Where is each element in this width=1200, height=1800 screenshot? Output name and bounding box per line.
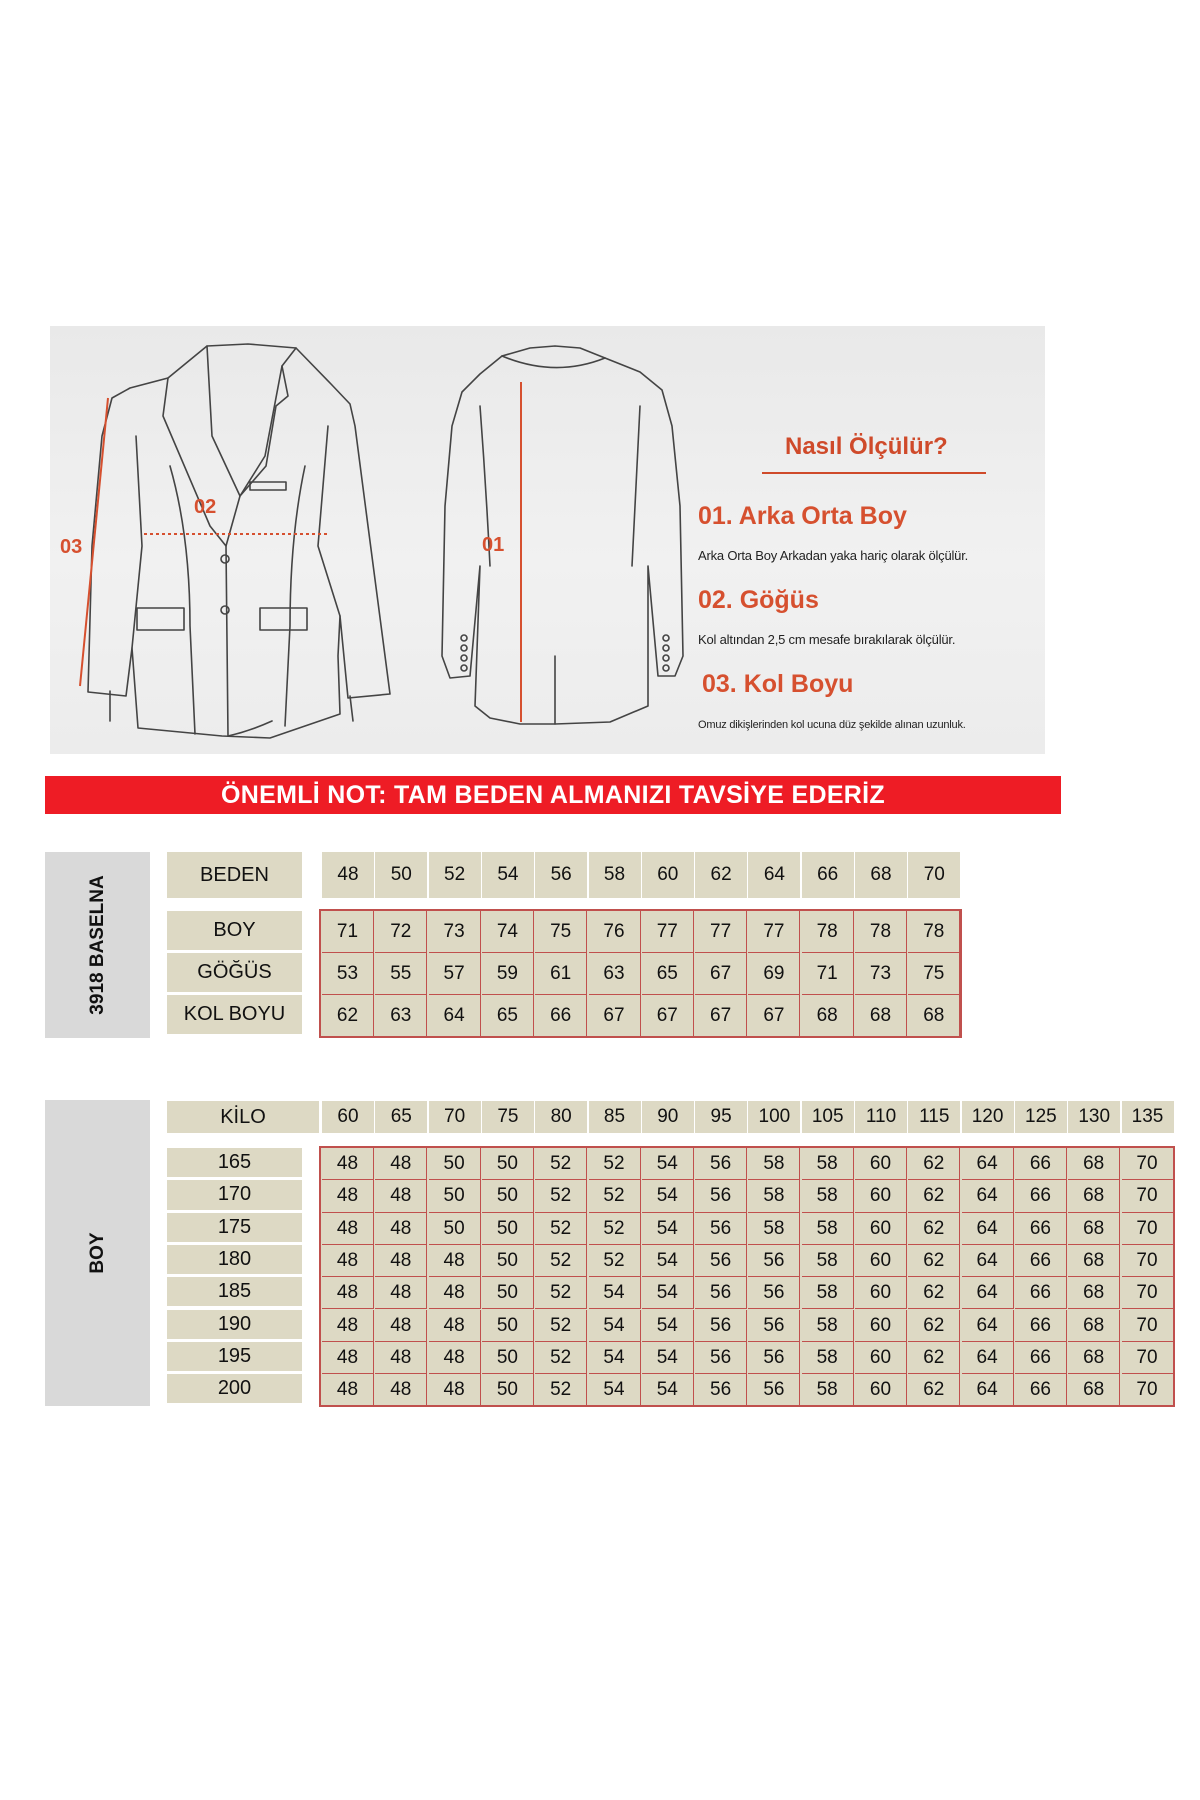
size-value-cell: 78 bbox=[908, 911, 960, 953]
weight-value-cell: 56 bbox=[748, 1310, 800, 1342]
weight-value-cell: 62 bbox=[908, 1310, 960, 1342]
weight-header-cell: 85 bbox=[589, 1101, 641, 1133]
weight-value-cell: 56 bbox=[695, 1213, 747, 1245]
weight-value-cell: 60 bbox=[855, 1148, 907, 1180]
weight-value-cell: 56 bbox=[695, 1310, 747, 1342]
weight-value-cell: 62 bbox=[908, 1342, 960, 1374]
size-header-cell: 52 bbox=[429, 852, 481, 898]
weight-value-cell: 60 bbox=[855, 1213, 907, 1245]
weight-value-cell: 56 bbox=[695, 1245, 747, 1277]
weight-header-cell: 125 bbox=[1015, 1101, 1067, 1133]
weight-value-cell: 50 bbox=[482, 1310, 534, 1342]
weight-value-cell: 62 bbox=[908, 1374, 960, 1406]
size-header-label: BEDEN bbox=[167, 852, 302, 898]
weight-value-cell: 52 bbox=[589, 1213, 641, 1245]
weight-row-label: 170 bbox=[167, 1180, 302, 1209]
weight-header-cell: 100 bbox=[748, 1101, 800, 1133]
weight-value-cell: 58 bbox=[802, 1213, 854, 1245]
weight-row-label: 175 bbox=[167, 1213, 302, 1242]
weight-value-cell: 68 bbox=[1068, 1148, 1120, 1180]
weight-value-cell: 48 bbox=[375, 1310, 427, 1342]
measure-label-03: 03 bbox=[60, 536, 83, 558]
size-table-side-label: 3918 BASELNA bbox=[86, 875, 108, 1015]
important-note-banner: ÖNEMLİ NOT: TAM BEDEN ALMANIZI TAVSİYE EDERİZ bbox=[45, 776, 1061, 814]
weight-value-cell: 62 bbox=[908, 1245, 960, 1277]
weight-header-cell: 105 bbox=[802, 1101, 854, 1133]
weight-value-cell: 56 bbox=[695, 1277, 747, 1309]
weight-value-cell: 56 bbox=[695, 1374, 747, 1406]
weight-value-cell: 64 bbox=[962, 1213, 1014, 1245]
size-value-cell: 68 bbox=[855, 995, 907, 1037]
size-header-cell: 54 bbox=[482, 852, 534, 898]
weight-value-cell: 54 bbox=[642, 1148, 694, 1180]
weight-value-cell: 52 bbox=[589, 1148, 641, 1180]
size-header-cell: 58 bbox=[589, 852, 641, 898]
size-header-cell: 66 bbox=[802, 852, 854, 898]
size-row-label: GÖĞÜS bbox=[167, 953, 302, 992]
size-header-cell: 50 bbox=[375, 852, 427, 898]
weight-value-cell: 48 bbox=[322, 1245, 374, 1277]
weight-value-cell: 52 bbox=[535, 1213, 587, 1245]
size-value-cell: 62 bbox=[322, 995, 374, 1037]
size-value-cell: 57 bbox=[429, 953, 481, 995]
size-value-cell: 53 bbox=[322, 953, 374, 995]
weight-value-cell: 60 bbox=[855, 1374, 907, 1406]
weight-value-cell: 58 bbox=[802, 1310, 854, 1342]
weight-value-cell: 52 bbox=[535, 1374, 587, 1406]
weight-row-label: 195 bbox=[167, 1342, 302, 1371]
size-value-cell: 77 bbox=[695, 911, 747, 953]
measure-label-01: 01 bbox=[482, 534, 505, 556]
weight-value-cell: 70 bbox=[1122, 1310, 1174, 1342]
weight-header-cell: 65 bbox=[375, 1101, 427, 1133]
weight-value-cell: 48 bbox=[375, 1180, 427, 1212]
weight-table-side-label: BOY bbox=[86, 1232, 108, 1274]
weight-value-cell: 48 bbox=[429, 1342, 481, 1374]
weight-value-cell: 48 bbox=[375, 1277, 427, 1309]
weight-value-cell: 56 bbox=[748, 1374, 800, 1406]
weight-value-cell: 66 bbox=[1015, 1277, 1067, 1309]
weight-value-cell: 52 bbox=[589, 1180, 641, 1212]
weight-value-cell: 48 bbox=[322, 1148, 374, 1180]
weight-value-cell: 58 bbox=[802, 1277, 854, 1309]
weight-value-cell: 58 bbox=[802, 1374, 854, 1406]
weight-value-cell: 50 bbox=[482, 1245, 534, 1277]
size-value-cell: 68 bbox=[908, 995, 960, 1037]
weight-header-cell: 95 bbox=[695, 1101, 747, 1133]
weight-header-cell: 135 bbox=[1122, 1101, 1174, 1133]
weight-header-cell: 70 bbox=[429, 1101, 481, 1133]
size-value-cell: 67 bbox=[695, 953, 747, 995]
weight-value-cell: 58 bbox=[748, 1148, 800, 1180]
weight-value-cell: 64 bbox=[962, 1180, 1014, 1212]
weight-value-cell: 68 bbox=[1068, 1310, 1120, 1342]
weight-value-cell: 68 bbox=[1068, 1245, 1120, 1277]
size-value-cell: 73 bbox=[429, 911, 481, 953]
weight-value-cell: 54 bbox=[589, 1277, 641, 1309]
step-2-desc: Kol altından 2,5 cm mesafe bırakılarak ölçülür. bbox=[698, 632, 956, 647]
weight-value-cell: 66 bbox=[1015, 1245, 1067, 1277]
weight-header-cell: 80 bbox=[535, 1101, 587, 1133]
size-header-cell: 60 bbox=[642, 852, 694, 898]
weight-header-label: KİLO bbox=[167, 1101, 319, 1133]
weight-value-cell: 66 bbox=[1015, 1213, 1067, 1245]
size-header-cell: 48 bbox=[322, 852, 374, 898]
title-underline bbox=[762, 472, 986, 474]
size-header-cell: 56 bbox=[535, 852, 587, 898]
weight-value-cell: 56 bbox=[748, 1342, 800, 1374]
weight-value-cell: 48 bbox=[375, 1374, 427, 1406]
weight-row-label: 185 bbox=[167, 1277, 302, 1306]
size-value-cell: 71 bbox=[802, 953, 854, 995]
weight-value-cell: 66 bbox=[1015, 1310, 1067, 1342]
weight-value-cell: 54 bbox=[589, 1374, 641, 1406]
weight-value-cell: 70 bbox=[1122, 1342, 1174, 1374]
how-to-measure-title: Nasıl Ölçülür? bbox=[785, 433, 948, 460]
weight-value-cell: 48 bbox=[322, 1374, 374, 1406]
size-value-cell: 78 bbox=[855, 911, 907, 953]
weight-value-cell: 68 bbox=[1068, 1277, 1120, 1309]
weight-value-cell: 68 bbox=[1068, 1180, 1120, 1212]
size-header-cell: 70 bbox=[908, 852, 960, 898]
weight-value-cell: 48 bbox=[429, 1310, 481, 1342]
weight-value-cell: 58 bbox=[802, 1342, 854, 1374]
weight-value-cell: 52 bbox=[535, 1310, 587, 1342]
size-value-cell: 71 bbox=[322, 911, 374, 953]
size-header-cell: 68 bbox=[855, 852, 907, 898]
step-2-title: 02. Göğüs bbox=[698, 586, 819, 614]
step-1-desc: Arka Orta Boy Arkadan yaka hariç olarak ölçülür. bbox=[698, 548, 969, 563]
weight-value-cell: 50 bbox=[482, 1180, 534, 1212]
weight-value-cell: 48 bbox=[375, 1213, 427, 1245]
weight-value-cell: 52 bbox=[535, 1180, 587, 1212]
weight-value-cell: 70 bbox=[1122, 1277, 1174, 1309]
weight-value-cell: 68 bbox=[1068, 1213, 1120, 1245]
weight-value-cell: 50 bbox=[482, 1213, 534, 1245]
weight-value-cell: 66 bbox=[1015, 1374, 1067, 1406]
weight-value-cell: 54 bbox=[589, 1342, 641, 1374]
weight-value-cell: 70 bbox=[1122, 1148, 1174, 1180]
weight-value-cell: 58 bbox=[802, 1180, 854, 1212]
weight-value-cell: 48 bbox=[322, 1180, 374, 1212]
weight-value-cell: 54 bbox=[642, 1213, 694, 1245]
weight-value-cell: 66 bbox=[1015, 1180, 1067, 1212]
weight-value-cell: 48 bbox=[322, 1310, 374, 1342]
weight-value-cell: 58 bbox=[802, 1148, 854, 1180]
weight-value-cell: 56 bbox=[695, 1148, 747, 1180]
weight-value-cell: 50 bbox=[429, 1213, 481, 1245]
weight-value-cell: 52 bbox=[535, 1245, 587, 1277]
weight-value-cell: 60 bbox=[855, 1245, 907, 1277]
weight-value-cell: 54 bbox=[589, 1310, 641, 1342]
size-value-cell: 61 bbox=[535, 953, 587, 995]
weight-value-cell: 66 bbox=[1015, 1342, 1067, 1374]
weight-value-cell: 64 bbox=[962, 1374, 1014, 1406]
weight-value-cell: 68 bbox=[1068, 1342, 1120, 1374]
weight-row-label: 180 bbox=[167, 1245, 302, 1274]
weight-value-cell: 56 bbox=[748, 1245, 800, 1277]
weight-value-cell: 70 bbox=[1122, 1374, 1174, 1406]
size-value-cell: 68 bbox=[802, 995, 854, 1037]
weight-value-cell: 52 bbox=[589, 1245, 641, 1277]
weight-value-cell: 64 bbox=[962, 1245, 1014, 1277]
size-value-cell: 75 bbox=[908, 953, 960, 995]
step-3-desc: Omuz dikişlerinden kol ucuna düz şekilde alınan uzunluk. bbox=[698, 719, 966, 731]
weight-value-cell: 50 bbox=[482, 1342, 534, 1374]
size-value-cell: 77 bbox=[642, 911, 694, 953]
weight-header-cell: 90 bbox=[642, 1101, 694, 1133]
weight-header-cell: 75 bbox=[482, 1101, 534, 1133]
size-value-cell: 76 bbox=[589, 911, 641, 953]
size-value-cell: 78 bbox=[802, 911, 854, 953]
size-header-cell: 62 bbox=[695, 852, 747, 898]
measurement-diagram-panel bbox=[50, 326, 1045, 754]
size-value-cell: 63 bbox=[375, 995, 427, 1037]
weight-value-cell: 50 bbox=[482, 1148, 534, 1180]
size-value-cell: 73 bbox=[855, 953, 907, 995]
weight-value-cell: 64 bbox=[962, 1342, 1014, 1374]
size-row-label: BOY bbox=[167, 911, 302, 950]
step-3-title: 03. Kol Boyu bbox=[702, 670, 854, 698]
size-value-cell: 74 bbox=[482, 911, 534, 953]
weight-value-cell: 54 bbox=[642, 1245, 694, 1277]
weight-header-cell: 115 bbox=[908, 1101, 960, 1133]
weight-value-cell: 54 bbox=[642, 1342, 694, 1374]
size-value-cell: 67 bbox=[748, 995, 800, 1037]
size-value-cell: 64 bbox=[429, 995, 481, 1037]
weight-value-cell: 52 bbox=[535, 1148, 587, 1180]
weight-value-cell: 58 bbox=[748, 1180, 800, 1212]
weight-value-cell: 52 bbox=[535, 1277, 587, 1309]
weight-value-cell: 70 bbox=[1122, 1180, 1174, 1212]
size-row-label: KOL BOYU bbox=[167, 995, 302, 1034]
weight-table-side-header bbox=[45, 1100, 150, 1406]
size-value-cell: 67 bbox=[642, 995, 694, 1037]
weight-value-cell: 62 bbox=[908, 1148, 960, 1180]
size-value-cell: 59 bbox=[482, 953, 534, 995]
weight-value-cell: 56 bbox=[695, 1180, 747, 1212]
weight-value-cell: 48 bbox=[429, 1277, 481, 1309]
size-value-cell: 55 bbox=[375, 953, 427, 995]
weight-value-cell: 50 bbox=[482, 1374, 534, 1406]
weight-value-cell: 66 bbox=[1015, 1148, 1067, 1180]
weight-value-cell: 48 bbox=[322, 1213, 374, 1245]
weight-value-cell: 54 bbox=[642, 1374, 694, 1406]
size-value-cell: 67 bbox=[695, 995, 747, 1037]
weight-value-cell: 50 bbox=[429, 1148, 481, 1180]
size-value-cell: 75 bbox=[535, 911, 587, 953]
weight-value-cell: 48 bbox=[322, 1277, 374, 1309]
jacket-illustration bbox=[50, 326, 1045, 754]
weight-value-cell: 60 bbox=[855, 1180, 907, 1212]
weight-value-cell: 70 bbox=[1122, 1213, 1174, 1245]
size-table-side-header bbox=[45, 852, 150, 1038]
weight-row-label: 190 bbox=[167, 1310, 302, 1339]
size-value-cell: 65 bbox=[642, 953, 694, 995]
weight-value-cell: 60 bbox=[855, 1310, 907, 1342]
weight-value-cell: 48 bbox=[429, 1374, 481, 1406]
weight-value-cell: 64 bbox=[962, 1148, 1014, 1180]
measure-label-02: 02 bbox=[194, 496, 217, 518]
size-value-cell: 65 bbox=[482, 995, 534, 1037]
weight-value-cell: 68 bbox=[1068, 1374, 1120, 1406]
weight-value-cell: 48 bbox=[375, 1245, 427, 1277]
size-value-cell: 77 bbox=[748, 911, 800, 953]
weight-value-cell: 62 bbox=[908, 1213, 960, 1245]
weight-value-cell: 64 bbox=[962, 1277, 1014, 1309]
weight-row-label: 200 bbox=[167, 1374, 302, 1403]
weight-value-cell: 58 bbox=[748, 1213, 800, 1245]
weight-value-cell: 54 bbox=[642, 1180, 694, 1212]
weight-value-cell: 60 bbox=[855, 1342, 907, 1374]
weight-value-cell: 50 bbox=[429, 1180, 481, 1212]
size-value-cell: 67 bbox=[589, 995, 641, 1037]
weight-value-cell: 56 bbox=[748, 1277, 800, 1309]
weight-value-cell: 54 bbox=[642, 1310, 694, 1342]
weight-header-cell: 110 bbox=[855, 1101, 907, 1133]
weight-value-cell: 50 bbox=[482, 1277, 534, 1309]
weight-row-label: 165 bbox=[167, 1148, 302, 1177]
weight-header-cell: 60 bbox=[322, 1101, 374, 1133]
weight-header-cell: 120 bbox=[962, 1101, 1014, 1133]
weight-value-cell: 52 bbox=[535, 1342, 587, 1374]
weight-value-cell: 60 bbox=[855, 1277, 907, 1309]
weight-value-cell: 48 bbox=[375, 1148, 427, 1180]
weight-value-cell: 58 bbox=[802, 1245, 854, 1277]
weight-value-cell: 62 bbox=[908, 1180, 960, 1212]
weight-value-cell: 64 bbox=[962, 1310, 1014, 1342]
step-1-title: 01. Arka Orta Boy bbox=[698, 502, 907, 530]
weight-value-cell: 54 bbox=[642, 1277, 694, 1309]
size-value-cell: 72 bbox=[375, 911, 427, 953]
size-header-cell: 64 bbox=[748, 852, 800, 898]
size-value-cell: 66 bbox=[535, 995, 587, 1037]
weight-value-cell: 56 bbox=[695, 1342, 747, 1374]
weight-value-cell: 48 bbox=[375, 1342, 427, 1374]
weight-header-cell: 130 bbox=[1068, 1101, 1120, 1133]
size-value-cell: 69 bbox=[748, 953, 800, 995]
weight-value-cell: 62 bbox=[908, 1277, 960, 1309]
weight-value-cell: 70 bbox=[1122, 1245, 1174, 1277]
weight-value-cell: 48 bbox=[429, 1245, 481, 1277]
weight-value-cell: 48 bbox=[322, 1342, 374, 1374]
size-value-cell: 63 bbox=[589, 953, 641, 995]
